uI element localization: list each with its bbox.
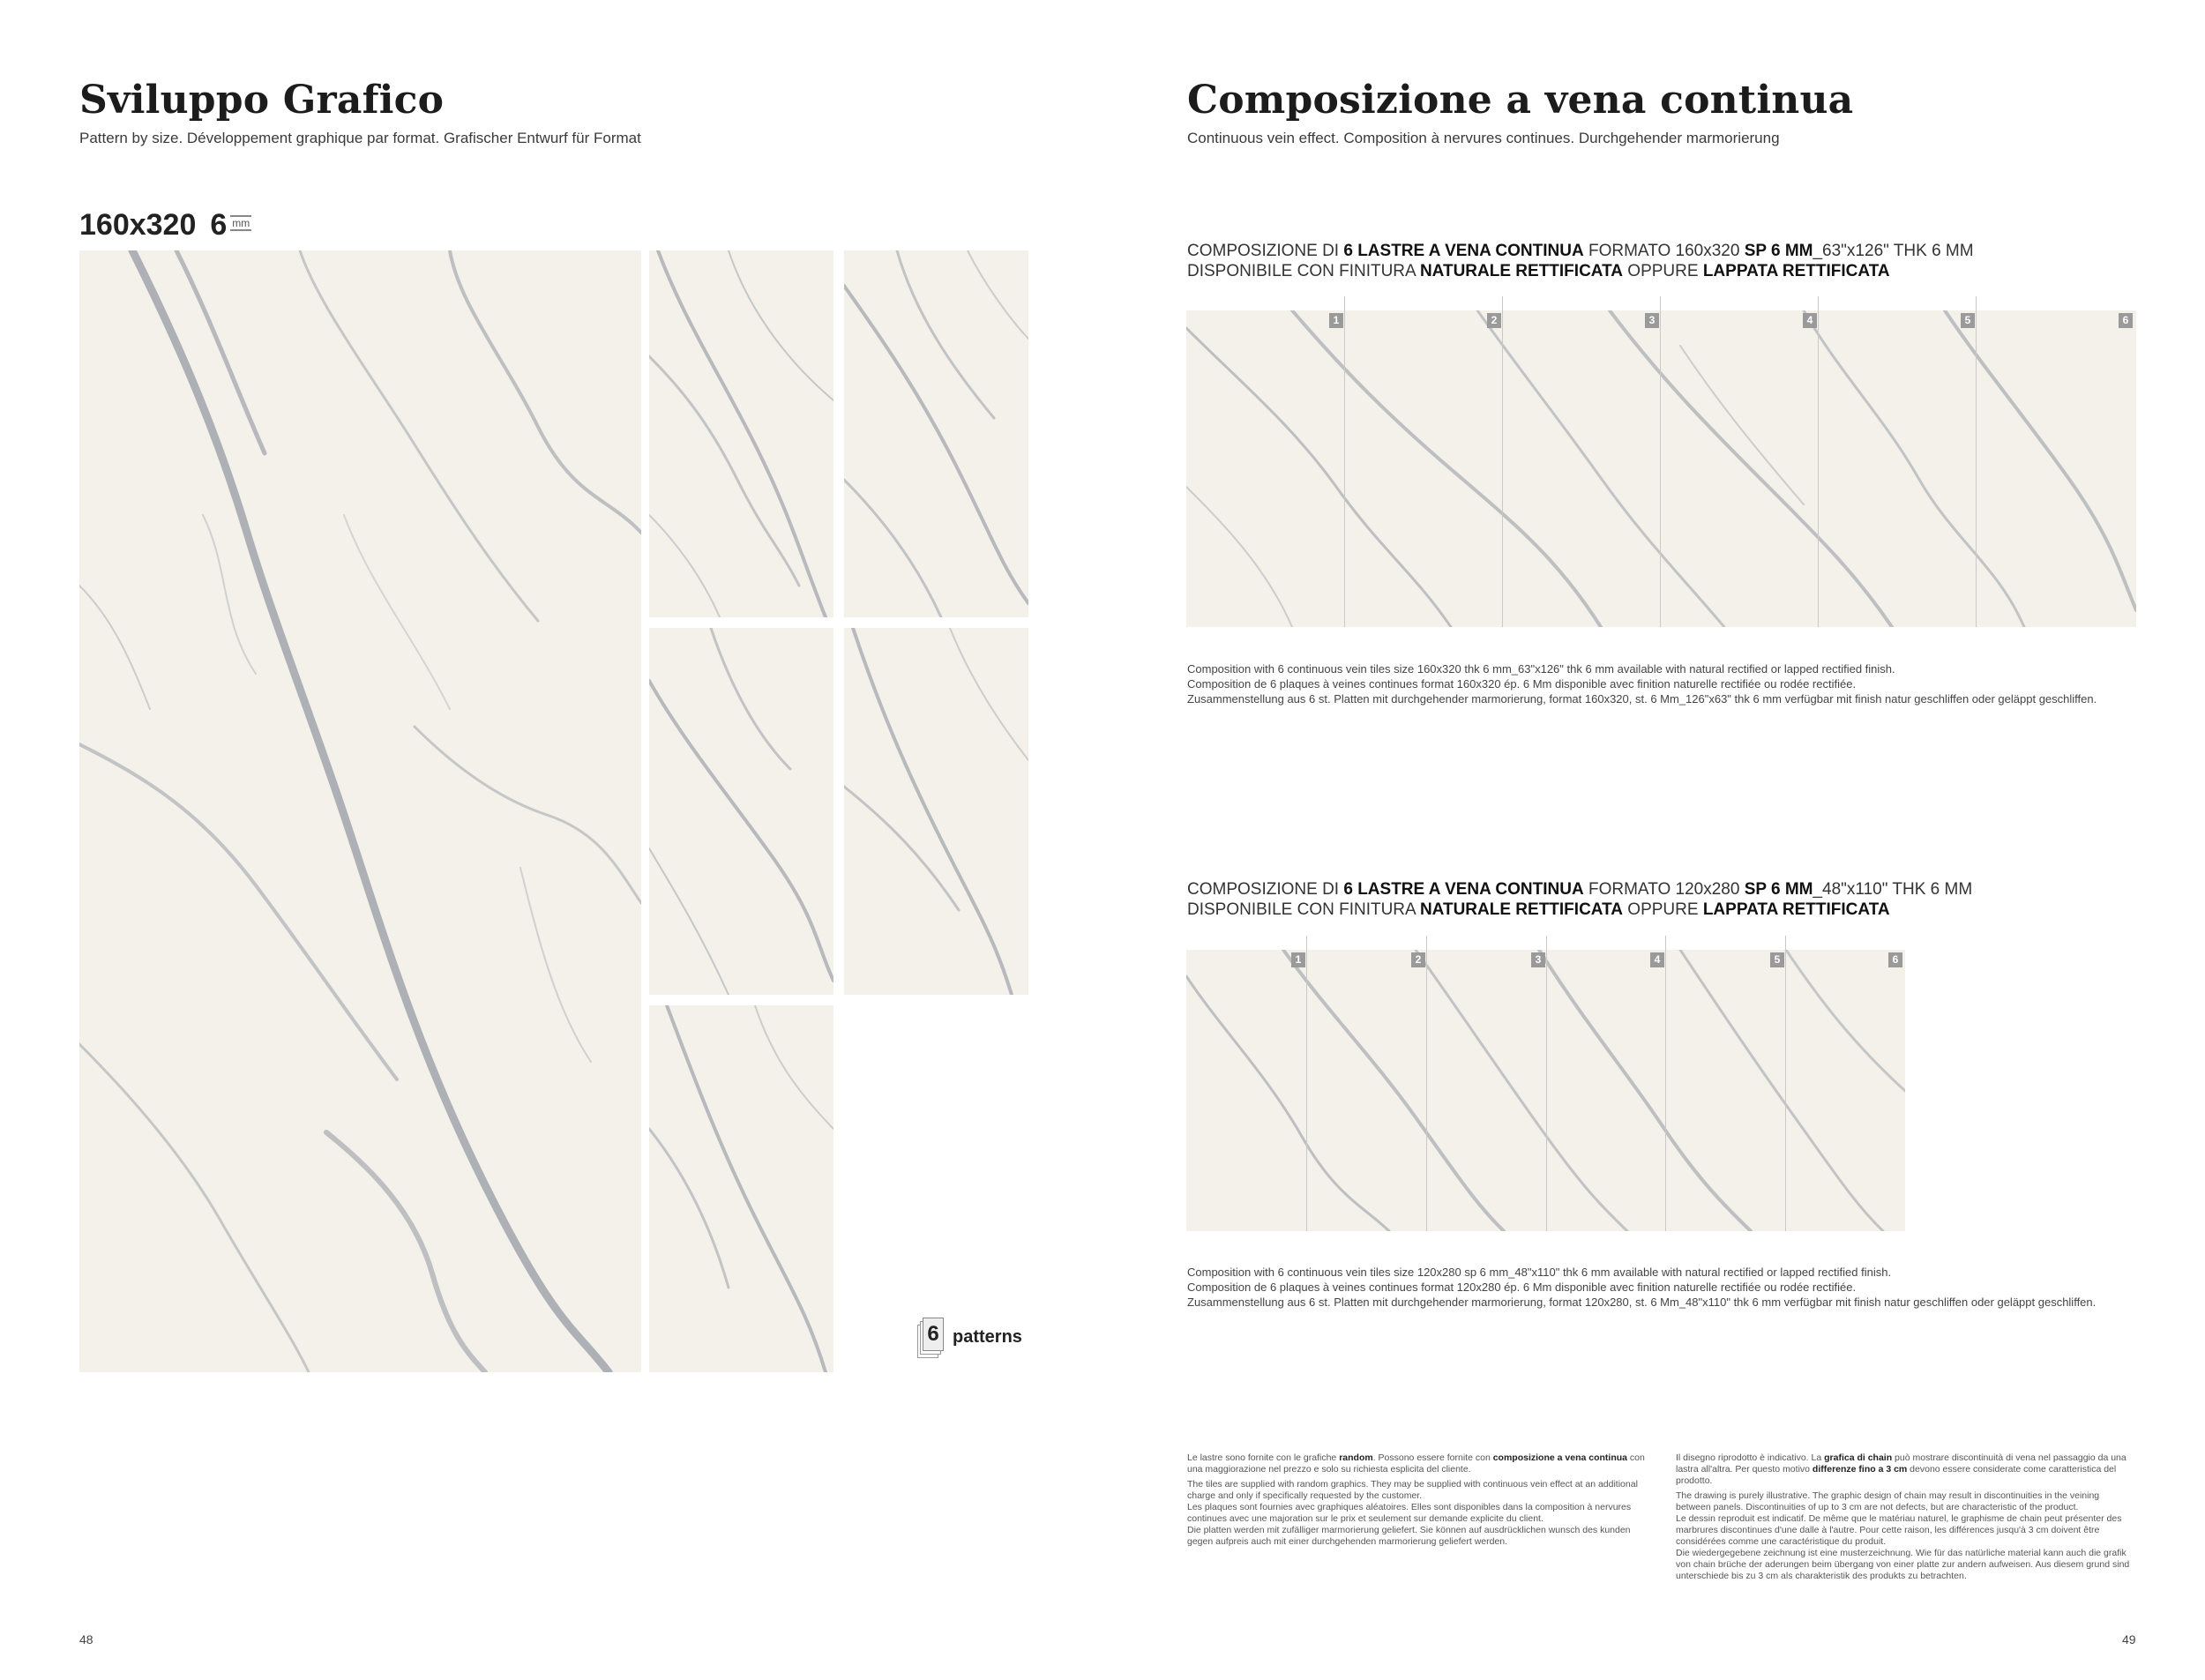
slab-number-badge: 5 [1770,952,1784,967]
slab-number-badge: 1 [1329,313,1343,328]
slab-number-badge: 6 [2119,313,2133,328]
thickness-value: 6 [210,208,228,242]
composition-1-heading: COMPOSIZIONE DI 6 LASTRE A VENA CONTINUA FORMATO 160x320 SP 6 MM_63"x126" THK 6 MM DISPONIBILE CON FINITURA NATURALE RETTIFICATA OPPURE LAPPATA RETTIFICATA [1187,242,1974,280]
marble-slab-small [844,628,1028,995]
page-title-left: Sviluppo Grafico [79,78,445,123]
slab-number-badge: 4 [1803,313,1817,328]
thickness-unit: mm [232,216,250,229]
page-number-right: 49 [2122,1632,2136,1646]
slab-number-badge: 4 [1650,952,1664,967]
composition-1-caption: Composition with 6 continuous vein tiles size 160x320 thk 6 mm_63"x126" thk 6 mm available with natural rectified or lapped rectified finish. Composition de 6 plaques à veines continues format 160x320 ép. 6 Mm disponible avec finition naturelle rectifiée ou rodée rectifiée. Zusammenstellung aus 6 st. Platten mit durchgehender marmorierung, format 160x320, st. 6 Mm_126"x63" thk 6 mm verfügbar mit finish natur geschliffen oder geläppt geschliffen. [1187,662,2097,706]
slab-number-badge: 3 [1645,313,1659,328]
patterns-indicator [917,1318,1022,1356]
slab-number-badge: 2 [1487,313,1501,328]
page-subtitle-right: Continuous vein effect. Composition à nervures continues. Durchgehender marmorierung [1187,130,1780,146]
marble-slab-small [649,628,833,995]
stack-icon [917,1318,942,1356]
composition-2-heading: COMPOSIZIONE DI 6 LASTRE A VENA CONTINUA FORMATO 120x280 SP 6 MM_48"x110" THK 6 MM DISPONIBILE CON FINITURA NATURALE RETTIFICATA OPPURE LAPPATA RETTIFICATA [1187,880,1973,919]
page-title-right: Composizione a vena continua [1187,78,1854,123]
composition-2-strip [1186,950,1905,1231]
marble-slab-small [844,250,1028,617]
composition-1-strip [1186,310,2136,627]
marble-slab-large [79,250,641,1372]
size-label: 160x320 [79,208,197,242]
slab-number-badge: 5 [1961,313,1975,328]
slab-number-badge: 6 [1888,952,1902,967]
footnote-left: Le lastre sono fornite con le grafiche random. Possono essere fornite con composizione a vena continua con una maggiorazione nel prezzo e solo su richiesta esplicita del cliente. The tiles are supplied with random graphics. They may be supplied with continuous vein effect at an additional charge and only if specifically requested by the customer. Les plaques sont fournies avec graphiques aléatoires. Elles sont disponibles dans la composition à nervures continues avec une majoration sur le prix et seulement sur demande explicite du client. Die platten werden mit zufälliger marmorierung geliefert. Sie können auf ausdrücklichen wunsch des kunden gegen aufpreis auch mit einer durchgehenden marmorierung geliefert werden. [1187,1452,1645,1547]
slab-number-badge: 3 [1531,952,1545,967]
page-number-left: 48 [79,1632,93,1646]
patterns-label: patterns [953,1326,1022,1347]
patterns-count: 6 [923,1318,944,1351]
marble-slab-small [649,250,833,617]
slab-number-badge: 1 [1291,952,1305,967]
slab-number-badge: 2 [1411,952,1425,967]
composition-2-caption: Composition with 6 continuous vein tiles size 120x280 sp 6 mm_48"x110" thk 6 mm available with natural rectified or lapped rectified finish. Composition de 6 plaques à veines continues format 120x280 ép. 6 Mm disponible avec finition naturelle rectifiée ou rodée rectifiée. Zusammenstellung aus 6 st. Platten mit durchgehender marmorierung, format 120x280, st. 6 Mm_48"x110" thk 6 mm verfügbar mit finish natur geschliffen oder geläppt geschliffen. [1187,1266,2097,1309]
size-heading [79,208,251,243]
page-subtitle-left: Pattern by size. Développement graphique par format. Grafischer Entwurf für Format [79,130,641,146]
footnote-right: Il disegno riprodotto è indicativo. La grafica di chain può mostrare discontinuità di vena nel passaggio da una lastra all'altra. Per questo motivo differenze fino a 3 cm devono essere considerate come caratteristica del prodotto. The drawing is purely illustrative. The graphic design of chain may result in discontinuities in the veining between panels. Discontinuities of up to 3 cm are not defects, but are characteristic of the product. Le dessin reproduit est indicatif. De même que le matériau naturel, le graphisme de chain peut présenter des marbrures discontinues d'une dalle à l'autre. Pour cette raison, les différences jusqu'à 3 cm doivent être considérées comme une caractéristique du produit. Die wiedergegebene zeichnung ist eine musterzeichnung. Wie für das natürliche material kann auch die grafik von chain brüche der aderungen beim übergang von einer platte zur andern aufweisen. Aus diesem grund sind unterschiede bis zu 3 cm als charakteristik des produkts zu betrachten. [1676,1452,2130,1581]
marble-slab-small [649,1005,833,1372]
